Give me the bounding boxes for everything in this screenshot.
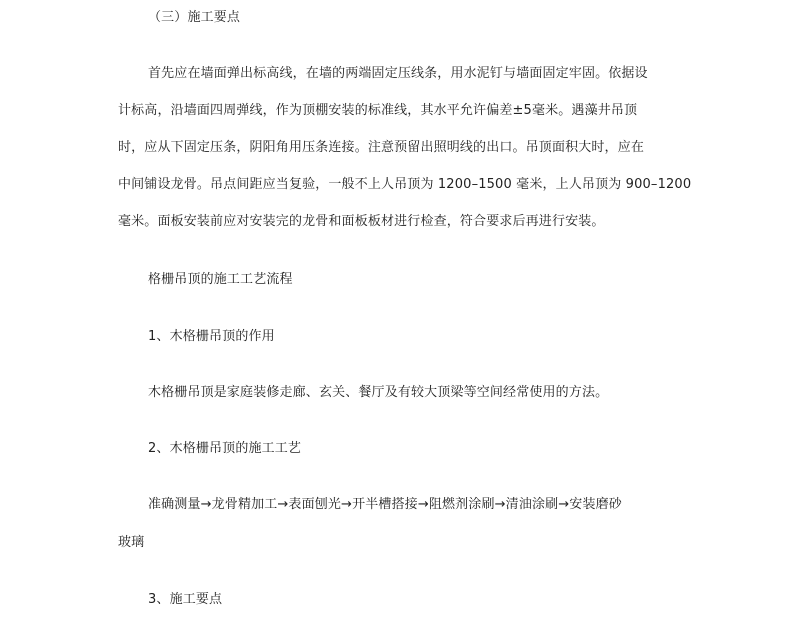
paragraph-line: 中间铺设龙骨。吊点间距应当复验，一般不上人吊顶为 1200–1500 毫米，上人吊顶为 900–1200 (118, 177, 692, 192)
subheading: 格栅吊顶的施工工艺流程 (148, 272, 293, 287)
paragraph-line: 木格栅吊顶是家庭装修走廊、玄关、餐厅及有较大顶梁等空间经常使用的方法。 (148, 385, 609, 400)
section-heading: （三）施工要点 (148, 10, 241, 25)
subheading: 2、木格栅吊顶的施工工艺 (148, 441, 302, 456)
paragraph-line: 毫米。面板安装前应对安装完的龙骨和面板板材进行检查，符合要求后再进行安装。 (118, 214, 605, 229)
paragraph-line: 首先应在墙面弹出标高线，在墙的两端固定压线条，用水泥钉与墙面固定牢固。依据设 (148, 66, 648, 81)
subheading: 3、施工要点 (148, 592, 223, 607)
paragraph-line: 玻璃 (118, 535, 145, 550)
paragraph-line: 计标高，沿墙面四周弹线，作为顶棚安装的标准线，其水平允许偏差±5毫米。遇藻井吊顶 (118, 103, 638, 118)
subheading: 1、木格栅吊顶的作用 (148, 329, 275, 344)
paragraph-line: 准确测量→龙骨精加工→表面刨光→开半槽搭接→阻燃剂涂刷→清油涂刷→安装磨砂 (148, 497, 622, 512)
paragraph-line: 时，应从下固定压条，阴阳角用压条连接。注意预留出照明线的出口。吊顶面积大时，应在 (118, 140, 645, 155)
